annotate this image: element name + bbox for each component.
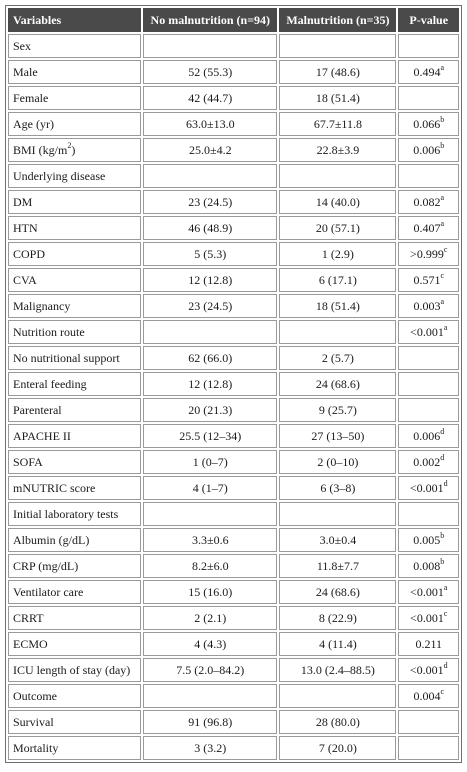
- cell-no-malnutrition: 15 (16.0): [143, 580, 277, 604]
- cell-no-malnutrition: 20 (21.3): [143, 398, 277, 422]
- cell-malnutrition: 8 (22.9): [279, 606, 396, 630]
- cell-variable: [8, 112, 141, 136]
- cell-malnutrition: 27 (13–50): [279, 424, 396, 448]
- variable-label: CRP (mg/dL): [13, 559, 79, 573]
- table-row: [8, 502, 459, 526]
- table-row: [8, 138, 459, 162]
- table-row: [8, 632, 459, 656]
- p-value-footnote: d: [440, 453, 445, 462]
- cell-p-value: [398, 216, 459, 240]
- cell-no-malnutrition: 25.5 (12–34): [143, 424, 277, 448]
- variable-label: Survival: [13, 715, 54, 729]
- table-row: [8, 164, 459, 188]
- cell-no-malnutrition: 4 (4.3): [143, 632, 277, 656]
- cell-malnutrition: [279, 502, 396, 526]
- cell-p-value: [398, 684, 459, 708]
- cell-malnutrition: [279, 320, 396, 344]
- cell-no-malnutrition: 3.3±0.6: [143, 528, 277, 552]
- header-malnutrition: Malnutrition (n=35): [279, 8, 396, 32]
- table-body: [8, 34, 459, 760]
- variable-superscript: 2: [67, 141, 72, 150]
- cell-no-malnutrition: 7.5 (2.0–84.2): [143, 658, 277, 682]
- cell-no-malnutrition: 12 (12.8): [143, 372, 277, 396]
- comparison-table: [5, 5, 462, 763]
- cell-p-value: [398, 294, 459, 318]
- variable-label: Age (yr): [13, 117, 54, 131]
- cell-p-value: [398, 606, 459, 630]
- cell-p-value: [398, 450, 459, 474]
- cell-p-value: [398, 164, 459, 188]
- table-row: [8, 528, 459, 552]
- cell-p-value: [398, 710, 459, 734]
- cell-malnutrition: 1 (2.9): [279, 242, 396, 266]
- variable-label: Underlying disease: [13, 169, 106, 183]
- cell-malnutrition: 18 (51.4): [279, 294, 396, 318]
- cell-malnutrition: 11.8±7.7: [279, 554, 396, 578]
- p-value-text: 0.066: [413, 117, 441, 131]
- cell-no-malnutrition: 12 (12.8): [143, 268, 277, 292]
- cell-malnutrition: [279, 684, 396, 708]
- cell-p-value: [398, 502, 459, 526]
- table-row: [8, 294, 459, 318]
- cell-variable: [8, 320, 141, 344]
- variable-label: Malignancy: [13, 299, 71, 313]
- p-value-footnote: b: [440, 531, 445, 540]
- p-value-text: <0.001: [409, 481, 444, 495]
- cell-no-malnutrition: [143, 320, 277, 344]
- cell-variable: [8, 216, 141, 240]
- p-value-footnote: a: [440, 63, 444, 72]
- p-value-footnote: c: [443, 609, 448, 618]
- cell-p-value: [398, 190, 459, 214]
- variable-label: HTN: [13, 221, 38, 235]
- variable-label: Outcome: [13, 689, 57, 703]
- p-value-footnote: a: [440, 219, 444, 228]
- variable-label: No nutritional support: [13, 351, 120, 365]
- cell-p-value: [398, 346, 459, 370]
- cell-p-value: [398, 138, 459, 162]
- cell-no-malnutrition: 23 (24.5): [143, 294, 277, 318]
- cell-variable: [8, 528, 141, 552]
- variable-label: APACHE II: [13, 429, 71, 443]
- variable-suffix: ): [71, 143, 76, 157]
- cell-variable: [8, 658, 141, 682]
- cell-variable: [8, 476, 141, 500]
- cell-no-malnutrition: [143, 684, 277, 708]
- variable-label: CVA: [13, 273, 37, 287]
- variable-label: Nutrition route: [13, 325, 85, 339]
- cell-variable: [8, 268, 141, 292]
- header-p-value: P-value: [398, 8, 459, 32]
- table-row: [8, 60, 459, 84]
- cell-no-malnutrition: 4 (1–7): [143, 476, 277, 500]
- variable-label: BMI (kg/m: [13, 143, 68, 157]
- table-row: [8, 320, 459, 344]
- cell-p-value: [398, 242, 459, 266]
- table-row: [8, 554, 459, 578]
- p-value-footnote: a: [443, 583, 448, 592]
- p-value-text: 0.082: [413, 195, 441, 209]
- p-value-text: <0.001: [410, 325, 444, 339]
- p-value-text: 0.002: [413, 455, 441, 469]
- p-value-text: >0.999: [410, 247, 444, 261]
- table-row: [8, 580, 459, 604]
- cell-p-value: [398, 60, 459, 84]
- variable-label: ECMO: [13, 637, 48, 651]
- table-row: [8, 710, 459, 734]
- cell-malnutrition: 22.8±3.9: [279, 138, 396, 162]
- cell-variable: [8, 398, 141, 422]
- table-row: [8, 112, 459, 136]
- p-value-text: 0.003: [413, 299, 441, 313]
- p-value-footnote: d: [440, 427, 445, 436]
- cell-p-value: [398, 112, 459, 136]
- variable-label: Mortality: [13, 741, 59, 755]
- table-row: [8, 372, 459, 396]
- table-row: [8, 424, 459, 448]
- variable-label: Enteral feeding: [13, 377, 87, 391]
- variable-label: Sex: [13, 39, 31, 53]
- header-no-malnutrition: No malnutrition (n=94): [143, 8, 277, 32]
- variable-label: COPD: [13, 247, 46, 261]
- cell-malnutrition: 7 (20.0): [279, 736, 396, 760]
- cell-no-malnutrition: 8.2±6.0: [143, 554, 277, 578]
- p-value-text: 0.004: [413, 689, 441, 703]
- cell-variable: [8, 580, 141, 604]
- variable-label: Male: [13, 65, 38, 79]
- cell-malnutrition: 18 (51.4): [279, 86, 396, 110]
- table-row: [8, 684, 459, 708]
- cell-malnutrition: [279, 164, 396, 188]
- cell-variable: [8, 424, 141, 448]
- cell-no-malnutrition: 1 (0–7): [143, 450, 277, 474]
- cell-malnutrition: 28 (80.0): [279, 710, 396, 734]
- cell-malnutrition: 13.0 (2.4–88.5): [279, 658, 396, 682]
- table-row: [8, 476, 459, 500]
- cell-malnutrition: 24 (68.6): [279, 580, 396, 604]
- p-value-footnote: a: [443, 323, 448, 332]
- cell-malnutrition: 6 (3–8): [279, 476, 396, 500]
- table-row: [8, 736, 459, 760]
- cell-p-value: [398, 554, 459, 578]
- cell-variable: [8, 502, 141, 526]
- p-value-text: 0.494: [413, 65, 441, 79]
- variable-label: DM: [13, 195, 33, 209]
- cell-malnutrition: 17 (48.6): [279, 60, 396, 84]
- cell-no-malnutrition: 42 (44.7): [143, 86, 277, 110]
- cell-variable: [8, 86, 141, 110]
- cell-variable: [8, 138, 141, 162]
- table-header: [8, 8, 459, 32]
- p-value-footnote: c: [440, 271, 444, 280]
- cell-p-value: [398, 398, 459, 422]
- cell-malnutrition: 3.0±0.4: [279, 528, 396, 552]
- header-row: [8, 8, 459, 32]
- variable-label: Albumin (g/dL): [13, 533, 90, 547]
- cell-malnutrition: 14 (40.0): [279, 190, 396, 214]
- p-value-text: 0.006: [413, 429, 441, 443]
- table-row: [8, 34, 459, 58]
- p-value-footnote: b: [440, 557, 445, 566]
- cell-variable: [8, 372, 141, 396]
- header-variables: Variables: [8, 8, 141, 32]
- variable-label: Female: [13, 91, 49, 105]
- cell-no-malnutrition: 25.0±4.2: [143, 138, 277, 162]
- p-value-text: 0.006: [413, 143, 441, 157]
- table-row: [8, 216, 459, 240]
- cell-malnutrition: 20 (57.1): [279, 216, 396, 240]
- cell-variable: [8, 34, 141, 58]
- cell-no-malnutrition: 5 (5.3): [143, 242, 277, 266]
- cell-no-malnutrition: 52 (55.3): [143, 60, 277, 84]
- table-row: [8, 658, 459, 682]
- cell-no-malnutrition: 62 (66.0): [143, 346, 277, 370]
- table-row: [8, 450, 459, 474]
- p-value-text: 0.211: [415, 637, 442, 651]
- variable-label: mNUTRIC score: [13, 481, 96, 495]
- p-value-footnote: c: [443, 245, 448, 254]
- p-value-footnote: a: [440, 297, 444, 306]
- cell-variable: [8, 164, 141, 188]
- p-value-footnote: c: [440, 687, 444, 696]
- cell-no-malnutrition: 23 (24.5): [143, 190, 277, 214]
- cell-no-malnutrition: [143, 34, 277, 58]
- cell-variable: [8, 294, 141, 318]
- cell-variable: [8, 190, 141, 214]
- cell-variable: [8, 632, 141, 656]
- cell-no-malnutrition: 46 (48.9): [143, 216, 277, 240]
- table-row: [8, 242, 459, 266]
- cell-malnutrition: 6 (17.1): [279, 268, 396, 292]
- cell-no-malnutrition: [143, 502, 277, 526]
- variable-label: SOFA: [13, 455, 43, 469]
- cell-p-value: [398, 632, 459, 656]
- cell-p-value: [398, 424, 459, 448]
- variable-label: Initial laboratory tests: [13, 507, 119, 521]
- cell-malnutrition: [279, 34, 396, 58]
- cell-p-value: [398, 476, 459, 500]
- variable-label: Parenteral: [13, 403, 62, 417]
- p-value-footnote: d: [443, 661, 448, 670]
- cell-no-malnutrition: [143, 164, 277, 188]
- cell-p-value: [398, 372, 459, 396]
- table-row: [8, 190, 459, 214]
- p-value-text: <0.001: [410, 585, 444, 599]
- p-value-footnote: b: [440, 141, 445, 150]
- cell-p-value: [398, 320, 459, 344]
- cell-variable: [8, 606, 141, 630]
- cell-p-value: [398, 528, 459, 552]
- p-value-text: 0.407: [413, 221, 441, 235]
- cell-malnutrition: 9 (25.7): [279, 398, 396, 422]
- table-row: [8, 346, 459, 370]
- cell-malnutrition: 67.7±11.8: [279, 112, 396, 136]
- cell-variable: [8, 242, 141, 266]
- table-row: [8, 86, 459, 110]
- cell-malnutrition: 2 (5.7): [279, 346, 396, 370]
- variable-label: Ventilator care: [13, 585, 84, 599]
- p-value-footnote: a: [440, 193, 444, 202]
- table-row: [8, 268, 459, 292]
- cell-variable: [8, 450, 141, 474]
- cell-malnutrition: 2 (0–10): [279, 450, 396, 474]
- cell-variable: [8, 684, 141, 708]
- cell-p-value: [398, 86, 459, 110]
- variable-label: CRRT: [13, 611, 44, 625]
- p-value-footnote: d: [443, 479, 448, 488]
- cell-no-malnutrition: 91 (96.8): [143, 710, 277, 734]
- cell-p-value: [398, 268, 459, 292]
- cell-variable: [8, 736, 141, 760]
- p-value-text: <0.001: [410, 611, 444, 625]
- cell-no-malnutrition: 3 (3.2): [143, 736, 277, 760]
- variable-label: ICU length of stay (day): [13, 663, 131, 677]
- p-value-text: <0.001: [409, 663, 444, 677]
- cell-p-value: [398, 580, 459, 604]
- cell-p-value: [398, 736, 459, 760]
- cell-p-value: [398, 34, 459, 58]
- cell-variable: [8, 346, 141, 370]
- cell-variable: [8, 554, 141, 578]
- cell-variable: [8, 60, 141, 84]
- cell-malnutrition: 24 (68.6): [279, 372, 396, 396]
- table-row: [8, 398, 459, 422]
- cell-malnutrition: 4 (11.4): [279, 632, 396, 656]
- p-value-footnote: b: [440, 115, 445, 124]
- cell-no-malnutrition: 2 (2.1): [143, 606, 277, 630]
- p-value-text: 0.005: [413, 533, 441, 547]
- cell-p-value: [398, 658, 459, 682]
- cell-variable: [8, 710, 141, 734]
- cell-no-malnutrition: 63.0±13.0: [143, 112, 277, 136]
- table-row: [8, 606, 459, 630]
- p-value-text: 0.008: [413, 559, 441, 573]
- p-value-text: 0.571: [413, 273, 441, 287]
